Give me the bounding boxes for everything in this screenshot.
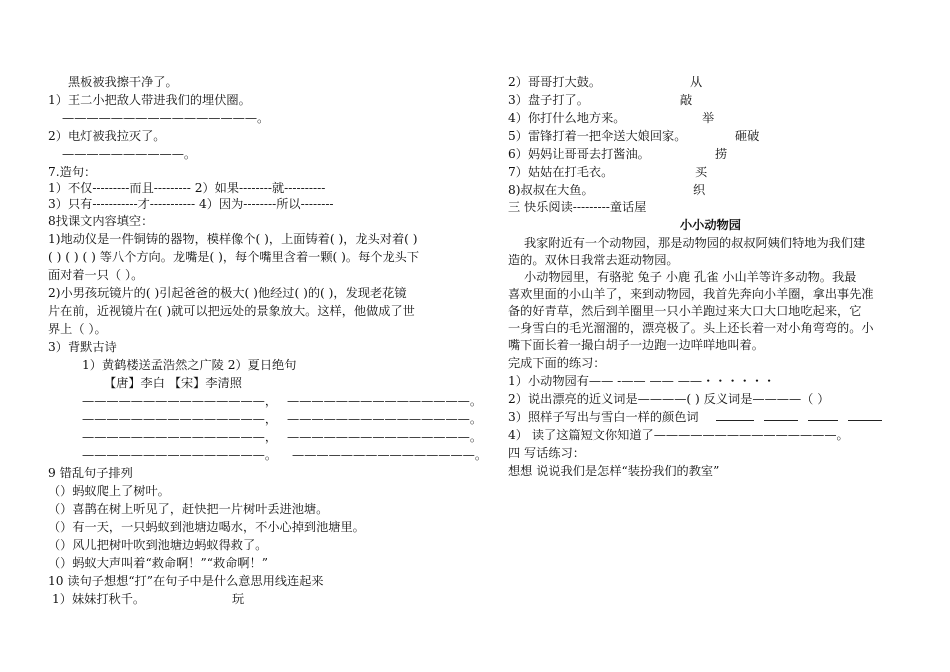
example-sentence: 黑板被我擦干净了。 (68, 75, 178, 89)
exercise-1: 1）小动物园有—— -—— —— ——・・・・・・ (508, 374, 776, 388)
story-p2-line-3: 备的好青草，然后到羊圈里一只小羊跑过来大口大口地吃起来，它 (508, 304, 862, 318)
fill-1-line-1: 1)地动仪是一件铜铸的器物，模样像个( )，上面铸着( )，龙头对着( ) (48, 232, 418, 246)
order-item-4: （）风儿把树叶吹到池塘边蚂蚁得救了。 (48, 538, 268, 552)
fill-2-line-2: 片在前，近视镜片在( )就可以把远处的景象放大。这样，他做成了世 (48, 304, 415, 318)
poem-2-line-1: ———————————————。 (287, 394, 482, 408)
match-sentence-8: 8)叔叔在大鱼。 (508, 183, 594, 197)
poem-authors: 【唐】李白 【宋】李清照 (104, 376, 242, 390)
match-meaning-7: 买 (695, 165, 708, 179)
section-8-heading: 8找课文内容填空： (48, 214, 154, 228)
fill-2-line-3: 界上（ ）。 (48, 322, 107, 336)
order-item-1: （）蚂蚁爬上了树叶。 (48, 484, 170, 498)
answer-line-1: ————————————————。 (62, 111, 270, 125)
match-sentence-6: 6）妈妈让哥哥去打酱油。 (508, 147, 650, 161)
section-3-heading: 三 快乐阅读---------童话屋 (508, 200, 647, 214)
sentence-1: 1）王二小把敌人带进我们的埋伏圈。 (48, 93, 251, 107)
match-sentence-2: 2）哥哥打大鼓。 (508, 75, 602, 89)
story-p1-line-1: 我家附近有一个动物园，那是动物园的叔叔阿姨们特地为我们建 (524, 236, 866, 250)
match-meaning-2: 从 (690, 75, 703, 89)
exercise-3 (508, 409, 882, 425)
poem-1-line-2: ———————————————， (82, 412, 277, 426)
story-p2-line-4: 一身雪白的毛光溜溜的，漂亮极了。头上还长着一对小角弯弯的。小 (508, 321, 874, 335)
exercise-2: 2）说出漂亮的近义词是————( ) 反义词是————（ ） (508, 392, 830, 406)
match-sentence-4: 4）你打什么地方来。 (508, 111, 626, 125)
fill-2-line-1: 2)小男孩玩镜片的( )引起爸爸的极大( )他经过( )的( )，发现老花镜 (48, 286, 407, 300)
order-item-2: （）喜鹊在树上听见了，赶快把一片树叶丢进池塘。 (48, 502, 329, 516)
match-sentence-1: 1）妹妹打秋千。 (52, 592, 146, 606)
color-blank-4 (848, 409, 882, 421)
match-sentence-3: 3）盘子打了。 (508, 93, 589, 107)
poem-1-line-1: ———————————————， (82, 394, 277, 408)
story-p2-line-5: 嘴下面长着一撮白胡子一边跑一边咩咩地叫着。 (508, 338, 764, 352)
sentence-making-2: 3）只有-----------才----------- 4）因为--------所以-------- (48, 197, 334, 211)
order-item-5: （）蚂蚁大声叫着“救命啊！”“救命啊！” (48, 556, 268, 570)
color-blank-2 (764, 409, 798, 421)
writing-prompt: 想想 说说我们是怎样“装扮我们的教室” (508, 464, 720, 478)
poem-1-line-3: ———————————————， (82, 430, 277, 444)
section-10-heading: 10 读句子想想“打”在句子中是什么意思用线连起来 (48, 574, 324, 588)
story-p2-line-2: 喜欢里面的小山羊了，来到动物园，我首先奔向小羊圈，拿出事先准 (508, 287, 874, 301)
story-p1-line-2: 造的。双休日我常去逛动物园。 (508, 253, 679, 267)
exercise-heading: 完成下面的练习： (508, 356, 606, 370)
match-meaning-1: 玩 (232, 592, 245, 606)
section-4-heading: 四 写话练习： (508, 446, 585, 460)
match-meaning-8: 织 (693, 183, 706, 197)
poem-2-line-3: ———————————————。 (287, 430, 482, 444)
section-7-heading: 7.造句： (48, 165, 97, 179)
match-meaning-3: 敲 (680, 93, 693, 107)
color-blank-1 (716, 409, 754, 421)
sentence-2: 2）电灯被我拉灭了。 (48, 129, 166, 143)
color-blank-3 (808, 409, 838, 421)
sentence-making-1: 1）不仅---------而且--------- 2）如果--------就---------- (48, 181, 326, 195)
poem-2-line-2: ———————————————。 (287, 412, 482, 426)
match-sentence-5: 5）雷锋打着一把伞送大娘回家。 (508, 129, 687, 143)
fill-1-line-3: 面对着一只（ ）。 (48, 268, 144, 282)
match-meaning-4: 举 (702, 111, 715, 125)
exercise-3-prompt: 3）照样子写出与雪白一样的颜色词 (508, 410, 699, 424)
section-9-heading: 9 错乱句子排列 (48, 466, 133, 480)
exercise-4: 4） 读了这篇短文你知道了———————————————。 (508, 428, 849, 442)
answer-line-2: ——————————。 (62, 147, 197, 161)
poem-1-line-4: ———————————————。 (82, 448, 277, 462)
poem-heading: 3）背默古诗 (48, 340, 117, 354)
match-sentence-7: 7）姑姑在打毛衣。 (508, 165, 614, 179)
story-title: 小小动物园 (680, 218, 741, 232)
poem-2-line-4: ———————————————。 (292, 448, 487, 462)
story-p2-line-1: 小动物园里，有骆驼 兔子 小鹿 孔雀 小山羊等许多动物。我最 (524, 270, 857, 284)
fill-1-line-2: ( ) ( ) ( ) 等八个方向。龙嘴是( )，每个嘴里含着一颗( )。每个龙头下 (48, 250, 420, 264)
poem-titles: 1）黄鹤楼送孟浩然之广陵 2）夏日绝句 (82, 358, 297, 372)
order-item-3: （）有一天，一只蚂蚁到池塘边喝水，不小心掉到池塘里。 (48, 520, 365, 534)
match-meaning-5: 砸破 (735, 129, 760, 143)
match-meaning-6: 捞 (715, 147, 728, 161)
